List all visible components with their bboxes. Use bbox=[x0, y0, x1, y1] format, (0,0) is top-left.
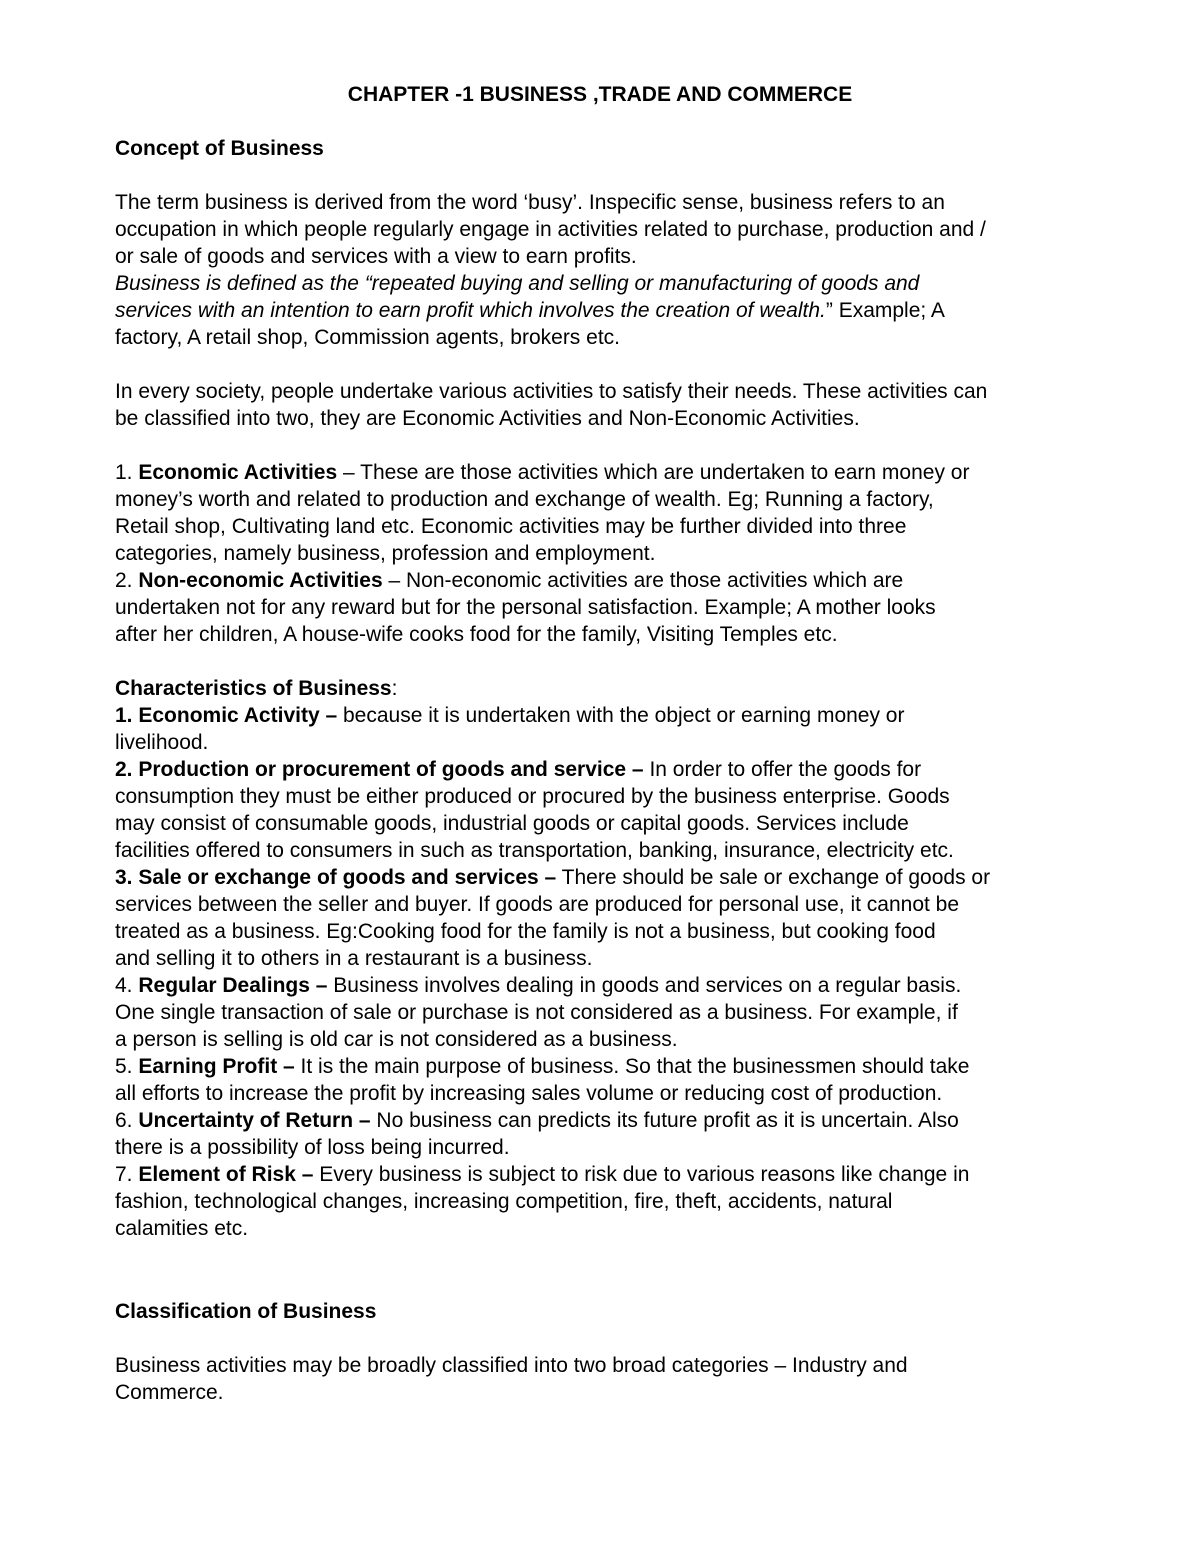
activity-item bbox=[115, 459, 1115, 567]
classification-line: Commerce. bbox=[115, 1381, 224, 1404]
definition-line: Business is defined as the “repeated buying and selling or manufacturing of goods and bbox=[115, 272, 920, 295]
item-text: because it is undertaken with the object or earning money or bbox=[337, 704, 905, 727]
society-paragraph bbox=[115, 378, 1115, 432]
item-number: 2. bbox=[115, 758, 139, 781]
item-line: money’s worth and related to production and exchange of wealth. Eg; Running a factory, bbox=[115, 488, 934, 511]
item-text: It is the main purpose of business. So that the businessmen should take bbox=[294, 1055, 970, 1078]
item-text: Every business is subject to risk due to various reasons like change in bbox=[313, 1163, 970, 1186]
item-line: services between the seller and buyer. If goods are produced for personal use, it cannot be bbox=[115, 893, 960, 916]
item-term: Economic Activity – bbox=[138, 704, 338, 727]
item-line: Retail shop, Cultivating land etc. Economic activities may be further divided into three bbox=[115, 515, 907, 538]
characteristics-heading: Characteristics of Business bbox=[115, 677, 392, 700]
item-line: livelihood. bbox=[115, 731, 209, 754]
concept-heading: Concept of Business bbox=[115, 137, 324, 160]
item-line: there is a possibility of loss being incurred. bbox=[115, 1136, 510, 1159]
item-term: Non-economic Activities bbox=[138, 569, 383, 592]
item-number: 7. bbox=[115, 1163, 139, 1186]
item-text: In order to offer the goods for bbox=[643, 758, 922, 781]
item-text: Business involves dealing in goods and services on a regular basis. bbox=[327, 974, 962, 997]
characteristic-item bbox=[115, 1107, 1115, 1161]
item-number: 5. bbox=[115, 1055, 139, 1078]
item-number: 1. bbox=[115, 461, 139, 484]
classification-line: Business activities may be broadly classified into two broad categories – Industry and bbox=[115, 1354, 908, 1377]
item-number: 3. bbox=[115, 866, 139, 889]
item-number: 1. bbox=[115, 704, 139, 727]
definition-italic: services with an intention to earn profit which involves the creation of wealth. bbox=[115, 299, 826, 322]
item-line: and selling it to others in a restaurant is a business. bbox=[115, 947, 593, 970]
paragraph-line: In every society, people undertake various activities to satisfy their needs. These activities can bbox=[115, 380, 988, 403]
item-line: may consist of consumable goods, industrial goods or capital goods. Services include bbox=[115, 812, 909, 835]
activity-item bbox=[115, 567, 1115, 648]
item-term: Sale or exchange of goods and services – bbox=[138, 866, 557, 889]
item-text: – These are those activities which are undertaken to earn money or bbox=[337, 461, 970, 484]
classification-section bbox=[115, 1298, 1115, 1406]
item-line: categories, namely business, profession and employment. bbox=[115, 542, 656, 565]
concept-line: The term business is derived from the word ‘busy’. Inspecific sense, business refers to an bbox=[115, 191, 945, 214]
item-line: fashion, technological changes, increasing competition, fire, theft, accidents, natural bbox=[115, 1190, 893, 1213]
characteristic-item bbox=[115, 1053, 1115, 1107]
item-text: – Non-economic activities are those activities which are bbox=[382, 569, 904, 592]
paragraph-line: be classified into two, they are Economic Activities and Non-Economic Activities. bbox=[115, 407, 860, 430]
definition-line bbox=[115, 297, 1115, 324]
concept-section bbox=[115, 135, 1115, 351]
classification-heading: Classification of Business bbox=[115, 1300, 377, 1323]
activities-list bbox=[115, 459, 1115, 648]
item-text: There should be sale or exchange of goods or bbox=[556, 866, 991, 889]
item-line: after her children, A house-wife cooks food for the family, Visiting Temples etc. bbox=[115, 623, 838, 646]
characteristic-item bbox=[115, 972, 1115, 1053]
characteristic-item bbox=[115, 1161, 1115, 1242]
item-term: Economic Activities bbox=[138, 461, 338, 484]
item-term: Earning Profit – bbox=[138, 1055, 295, 1078]
concept-line: occupation in which people regularly engage in activities related to purchase, production and / bbox=[115, 218, 986, 241]
item-line: undertaken not for any reward but for the personal satisfaction. Example; A mother looks bbox=[115, 596, 936, 619]
item-term: Regular Dealings – bbox=[138, 974, 328, 997]
chapter-title: CHAPTER -1 BUSINESS ,TRADE AND COMMERCE bbox=[347, 83, 853, 106]
item-number: 4. bbox=[115, 974, 139, 997]
item-number: 6. bbox=[115, 1109, 139, 1132]
item-line: treated as a business. Eg:Cooking food for the family is not a business, but cooking food bbox=[115, 920, 936, 943]
item-line: consumption they must be either produced or procured by the business enterprise. Goods bbox=[115, 785, 950, 808]
item-line: a person is selling is old car is not considered as a business. bbox=[115, 1028, 678, 1051]
item-text: No business can predicts its future profit as it is uncertain. Also bbox=[370, 1109, 959, 1132]
characteristic-item bbox=[115, 702, 1115, 756]
heading-colon: : bbox=[391, 677, 398, 700]
item-number: 2. bbox=[115, 569, 139, 592]
definition-example: ” Example; A bbox=[825, 299, 945, 322]
characteristic-item bbox=[115, 864, 1115, 972]
item-line: One single transaction of sale or purchase is not considered as a business. For example, if bbox=[115, 1001, 958, 1024]
concept-line: or sale of goods and services with a view to earn profits. bbox=[115, 245, 637, 268]
item-line: calamities etc. bbox=[115, 1217, 249, 1240]
definition-line: factory, A retail shop, Commission agents, brokers etc. bbox=[115, 326, 620, 349]
item-term: Element of Risk – bbox=[138, 1163, 314, 1186]
characteristic-item bbox=[115, 756, 1115, 864]
item-term: Production or procurement of goods and service – bbox=[138, 758, 644, 781]
item-term: Uncertainty of Return – bbox=[138, 1109, 371, 1132]
item-line: facilities offered to consumers in such as transportation, banking, insurance, electricity etc. bbox=[115, 839, 954, 862]
item-line: all efforts to increase the profit by increasing sales volume or reducing cost of production. bbox=[115, 1082, 943, 1105]
characteristics-section bbox=[115, 675, 1115, 1242]
